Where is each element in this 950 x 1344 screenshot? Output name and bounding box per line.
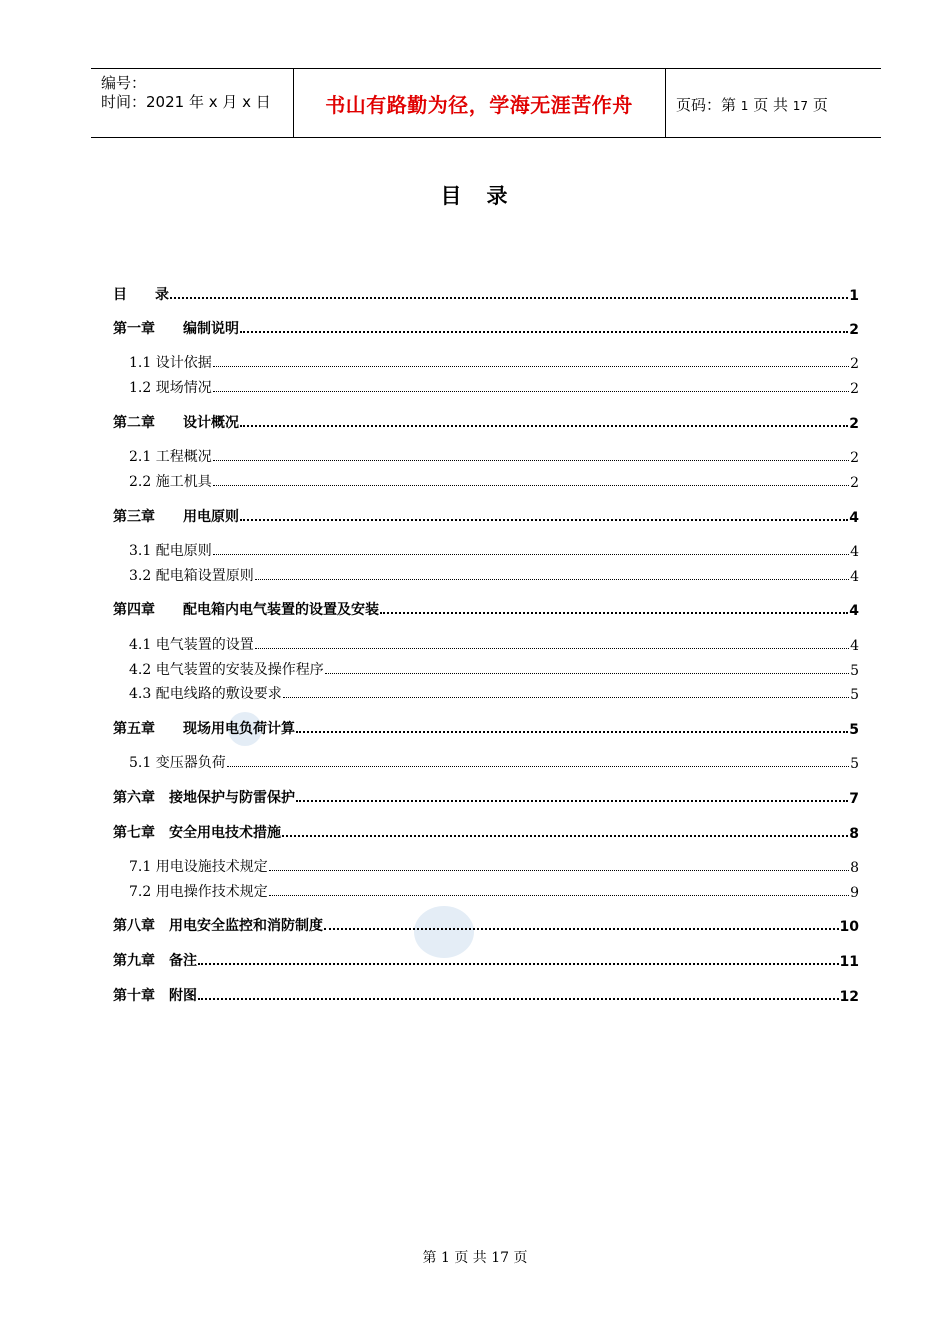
toc-entry-label: 1.2 现场情况 [129, 380, 212, 396]
toc-entry-page: 11 [839, 954, 859, 970]
toc-dot-leader [296, 730, 848, 733]
toc-dot-leader [227, 765, 849, 767]
toc-entry-page: 10 [839, 919, 859, 935]
toc-dot-leader [296, 799, 848, 802]
document-time-label: 时间：2021 年 x 月 x 日 [101, 93, 271, 111]
toc-chapter-entry[interactable] [113, 716, 859, 738]
toc-dot-leader [213, 365, 849, 367]
toc-dot-leader [213, 390, 849, 392]
toc-entry-label: 1.1 设计依据 [129, 355, 212, 371]
toc-section-entry[interactable] [113, 632, 859, 654]
toc-section-entry[interactable] [113, 750, 859, 772]
header-page-end: 页 [812, 96, 828, 114]
toc-chapter-entry[interactable] [113, 983, 859, 1005]
toc-section-entry[interactable] [113, 681, 859, 703]
toc-entry-label: 2.2 施工机具 [129, 474, 212, 490]
header-page-cell [667, 69, 881, 137]
toc-chapter-entry[interactable] [113, 504, 859, 526]
toc-entry-page: 7 [849, 791, 859, 807]
toc-section-entry[interactable] [113, 563, 859, 585]
toc-dot-leader [198, 962, 839, 965]
toc-dot-leader [283, 696, 849, 698]
toc-entry-page: 8 [849, 826, 859, 842]
toc-chapter-entry[interactable] [113, 785, 859, 807]
header-motto-cell [293, 69, 666, 137]
toc-dot-leader [255, 578, 849, 580]
toc-chapter-entry[interactable] [113, 282, 859, 304]
toc-section-entry[interactable] [113, 350, 859, 372]
footer-prefix: 第 [422, 1250, 437, 1266]
toc-entry-page: 2 [850, 381, 859, 397]
toc-dot-leader [213, 553, 849, 555]
header-page-current: 1 [740, 99, 749, 113]
header-page-label: 页码：第 [676, 96, 737, 114]
toc-chapter-entry[interactable] [113, 913, 859, 935]
toc-entry-page: 2 [849, 322, 859, 338]
toc-entry-label: 4.2 电气装置的安装及操作程序 [129, 662, 324, 678]
toc-dot-leader [240, 424, 848, 427]
header-meta-cell [91, 69, 294, 137]
toc-entry-page: 5 [850, 687, 859, 703]
toc-dot-leader [269, 869, 849, 871]
toc-entry-label: 4.3 配电线路的敷设要求 [129, 686, 282, 702]
toc-entry-label: 目 录 [113, 287, 169, 303]
toc-dot-leader [325, 672, 849, 674]
toc-dot-leader [380, 611, 848, 614]
toc-dot-leader [240, 330, 848, 333]
toc-dot-leader [170, 296, 848, 299]
toc-entry-page: 8 [850, 860, 859, 876]
header-motto: 书山有路勤为径，学海无涯苦作舟 [325, 93, 633, 117]
toc-section-entry[interactable] [113, 879, 859, 901]
toc-entry-label: 7.2 用电操作技术规定 [129, 884, 268, 900]
header-page-total: 17 [792, 99, 809, 113]
toc-entry-label: 第八章 用电安全监控和消防制度 [113, 918, 323, 934]
toc-entry-page: 5 [850, 756, 859, 772]
toc-entry-page: 2 [850, 450, 859, 466]
toc-entry-page: 4 [850, 569, 859, 585]
toc-chapter-entry[interactable] [113, 316, 859, 338]
toc-dot-leader [324, 927, 839, 930]
toc-entry-page: 1 [849, 288, 859, 304]
toc-section-entry[interactable] [113, 444, 859, 466]
toc-entry-label: 第七章 安全用电技术措施 [113, 825, 281, 841]
toc-entry-label: 3.1 配电原则 [129, 543, 212, 559]
page-footer [0, 1247, 950, 1267]
toc-dot-leader [282, 834, 848, 837]
toc-dot-leader [198, 997, 839, 1000]
toc-entry-label: 第十章 附图 [113, 988, 197, 1004]
toc-entry-page: 2 [850, 475, 859, 491]
toc-chapter-entry[interactable] [113, 410, 859, 432]
toc-entry-label: 第三章 用电原则 [113, 509, 239, 525]
toc-dot-leader [240, 518, 848, 521]
toc-dot-leader [213, 484, 849, 486]
header-page-number [676, 94, 828, 115]
footer-current-page: 1 [440, 1250, 450, 1266]
toc-dot-leader [269, 894, 849, 896]
toc-entry-label: 4.1 电气装置的设置 [129, 637, 254, 653]
toc-entry-page: 4 [850, 544, 859, 560]
footer-total-pages: 17 [491, 1250, 510, 1266]
toc-entry-label: 第二章 设计概况 [113, 415, 239, 431]
toc-section-entry[interactable] [113, 657, 859, 679]
toc-chapter-entry[interactable] [113, 820, 859, 842]
toc-entry-label: 第一章 编制说明 [113, 321, 239, 337]
toc-entry-label: 5.1 变压器负荷 [129, 755, 226, 771]
toc-section-entry[interactable] [113, 854, 859, 876]
toc-title: 目 录 [440, 184, 510, 208]
toc-entry-page: 12 [839, 989, 859, 1005]
toc-dot-leader [213, 459, 849, 461]
footer-suffix: 页 [513, 1250, 528, 1266]
toc-chapter-entry[interactable] [113, 948, 859, 970]
toc-dot-leader [255, 647, 849, 649]
toc-section-entry[interactable] [113, 538, 859, 560]
toc-section-entry[interactable] [113, 469, 859, 491]
toc-entry-page: 2 [849, 416, 859, 432]
toc-chapter-entry[interactable] [113, 597, 859, 619]
toc-entry-label: 第六章 接地保护与防雷保护 [113, 790, 295, 806]
toc-entry-page: 5 [850, 663, 859, 679]
toc-entry-page: 9 [850, 885, 859, 901]
toc-entry-page: 5 [849, 722, 859, 738]
page-header [91, 68, 881, 138]
document-number-label: 编号： [101, 74, 147, 92]
toc-entry-page: 2 [850, 356, 859, 372]
toc-entry-label: 2.1 工程概况 [129, 449, 212, 465]
toc-entry-label: 第九章 备注 [113, 953, 197, 969]
toc-entry-label: 第四章 配电箱内电气装置的设置及安装 [113, 602, 379, 618]
toc-entry-label: 7.1 用电设施技术规定 [129, 859, 268, 875]
footer-mid: 页 共 [454, 1250, 487, 1266]
toc-entry-page: 4 [849, 510, 859, 526]
toc-entry-label: 第五章 现场用电负荷计算 [113, 721, 295, 737]
toc-entry-label: 3.2 配电箱设置原则 [129, 568, 254, 584]
toc-section-entry[interactable] [113, 375, 859, 397]
toc-entry-page: 4 [849, 603, 859, 619]
toc-entry-page: 4 [850, 638, 859, 654]
header-page-mid: 页 共 [753, 96, 788, 114]
